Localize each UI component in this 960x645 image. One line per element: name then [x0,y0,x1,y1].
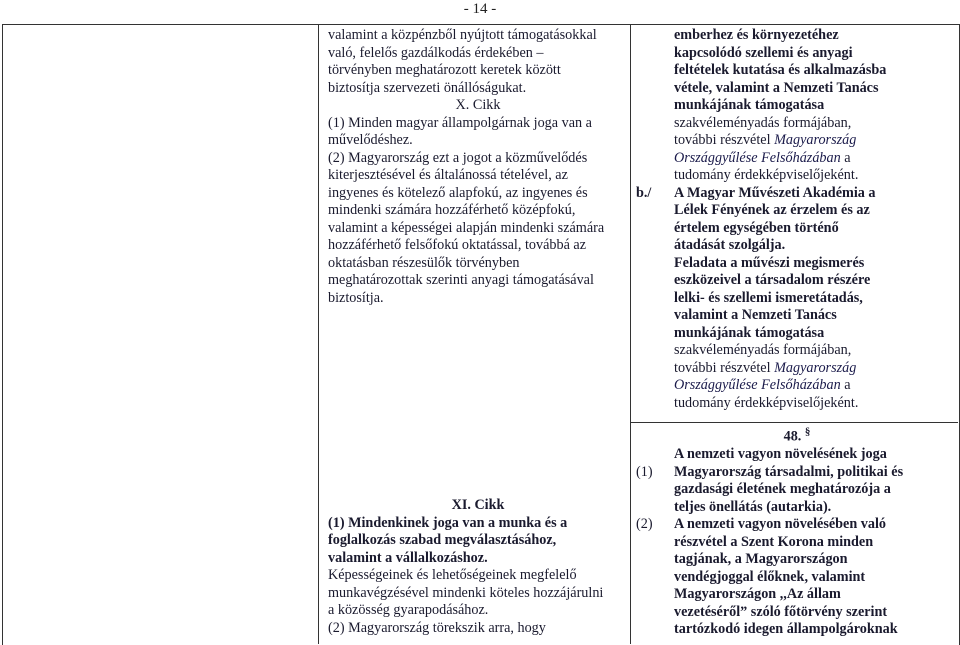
subsection-1: (1) Magyarország társadalmi, politikai és gazdasági életének meghatározója a teljes önellátás (autarkia). [636,463,904,515]
section-title: A nemzeti vagyon növelésének joga [674,446,887,463]
article-x-title: X. Cikk [455,97,501,113]
article-x-paragraph-2: (2) Magyarország ezt a jogot a közművelődés kiterjesztésével és általánossá tételével, az ingyenes és kötelező alapfokú, az ingyenes és mindenki számára hozzáférhető középfokú, valamint a képességei alapján mindenki számára hozzáférhető felsőfokú oktatással, továbbá az oktatásban részesülők törvényben meghatározottak szerinti anyagi támogatásával biztosítja. [328,149,605,306]
section-48 [636,424,958,639]
section-divider [631,422,958,423]
article-xi-paragraph-3: (2) Magyarország törekszik arra, hogy [328,619,546,636]
middle-column [328,27,628,307]
article-xi-title: XI. Cikk [451,497,505,513]
right-column [636,27,958,412]
article-x-paragraph-1: (1) Minden magyar állampolgárnak joga van a művelődéshez. [328,114,592,148]
column-divider-right [630,24,631,644]
block-b-label: b./ [636,184,652,201]
block-a-bold: emberhez és környezetéhez kapcsolódó szellemi és anyagi feltételek kutatása és alkalmazásba vétele, valamint a Nemzeti Tanács munkájának támogatása [674,27,887,113]
subsection-1-label: (1) [636,463,653,480]
column-divider-left [318,24,319,644]
middle-column-lower [328,497,628,637]
page-number: - 14 - [463,1,497,17]
article-xi-paragraph-2: Képességeinek és lehetőségeinek megfelelő munkavégzésével mindenki köteles hozzájárulni a közösség gyarapodásához. [328,567,604,618]
para-intro: valamint a közpénzből nyújtott támogatásokkal való, felelős gazdálkodás érdekében – törvényben meghatározott keretek között biztosítja szervezeti önállóságukat. [328,27,597,96]
subsection-2: (2) A nemzeti vagyon növelésében való részvétel a Szent Korona minden tagjának, a Magyarországon vendégjoggal élőknek, valamint Magyarországon ,,Az állam vezetéséről” szóló főtörvény szerint tartózkodó idegen állampolgároknak [636,516,898,638]
block-b-bold: A Magyar Művészeti Akadémia a Lélek Fényének az érzelem és az értelem egységében történő átadását szolgálja. Feladata a művészi megismerés eszközeivel a társadalom részére lelki- és szellemi ismeretátadás, valamint a Nemzeti Tanács munkájának támogatása [674,184,876,341]
section-heading: 48. § [783,426,811,445]
subsection-2-label: (2) [636,516,653,533]
block-b: b./ A Magyar Művészeti Akadémia a Lélek Fényének az érzelem és az értelem egységében történő átadását szolgálja. Feladata a művészi megismerés eszközeivel a társadalom részére lelki- és szellemi ismeretátadás, valamint a Nemzeti Tanács munkájának támogatása szakvéleményadás formájában, további részvétel Magyarország Országgyűlése Felsőházában a tudomány érdekképviselőjeként. [636,184,876,411]
article-xi-paragraph-1: (1) Mindenkinek joga van a munka és a foglalkozás szabad megválasztásához, valamint a vállalkozáshoz. [328,514,568,566]
block-a: emberhez és környezetéhez kapcsolódó szellemi és anyagi feltételek kutatása és alkalmazásba vétele, valamint a Nemzeti Tanács munkájának támogatása szakvéleményadás formájában, további részvétel Magyarország Országgyűlése Felsőházában a tudomány érdekképviselőjeként. [636,27,958,185]
